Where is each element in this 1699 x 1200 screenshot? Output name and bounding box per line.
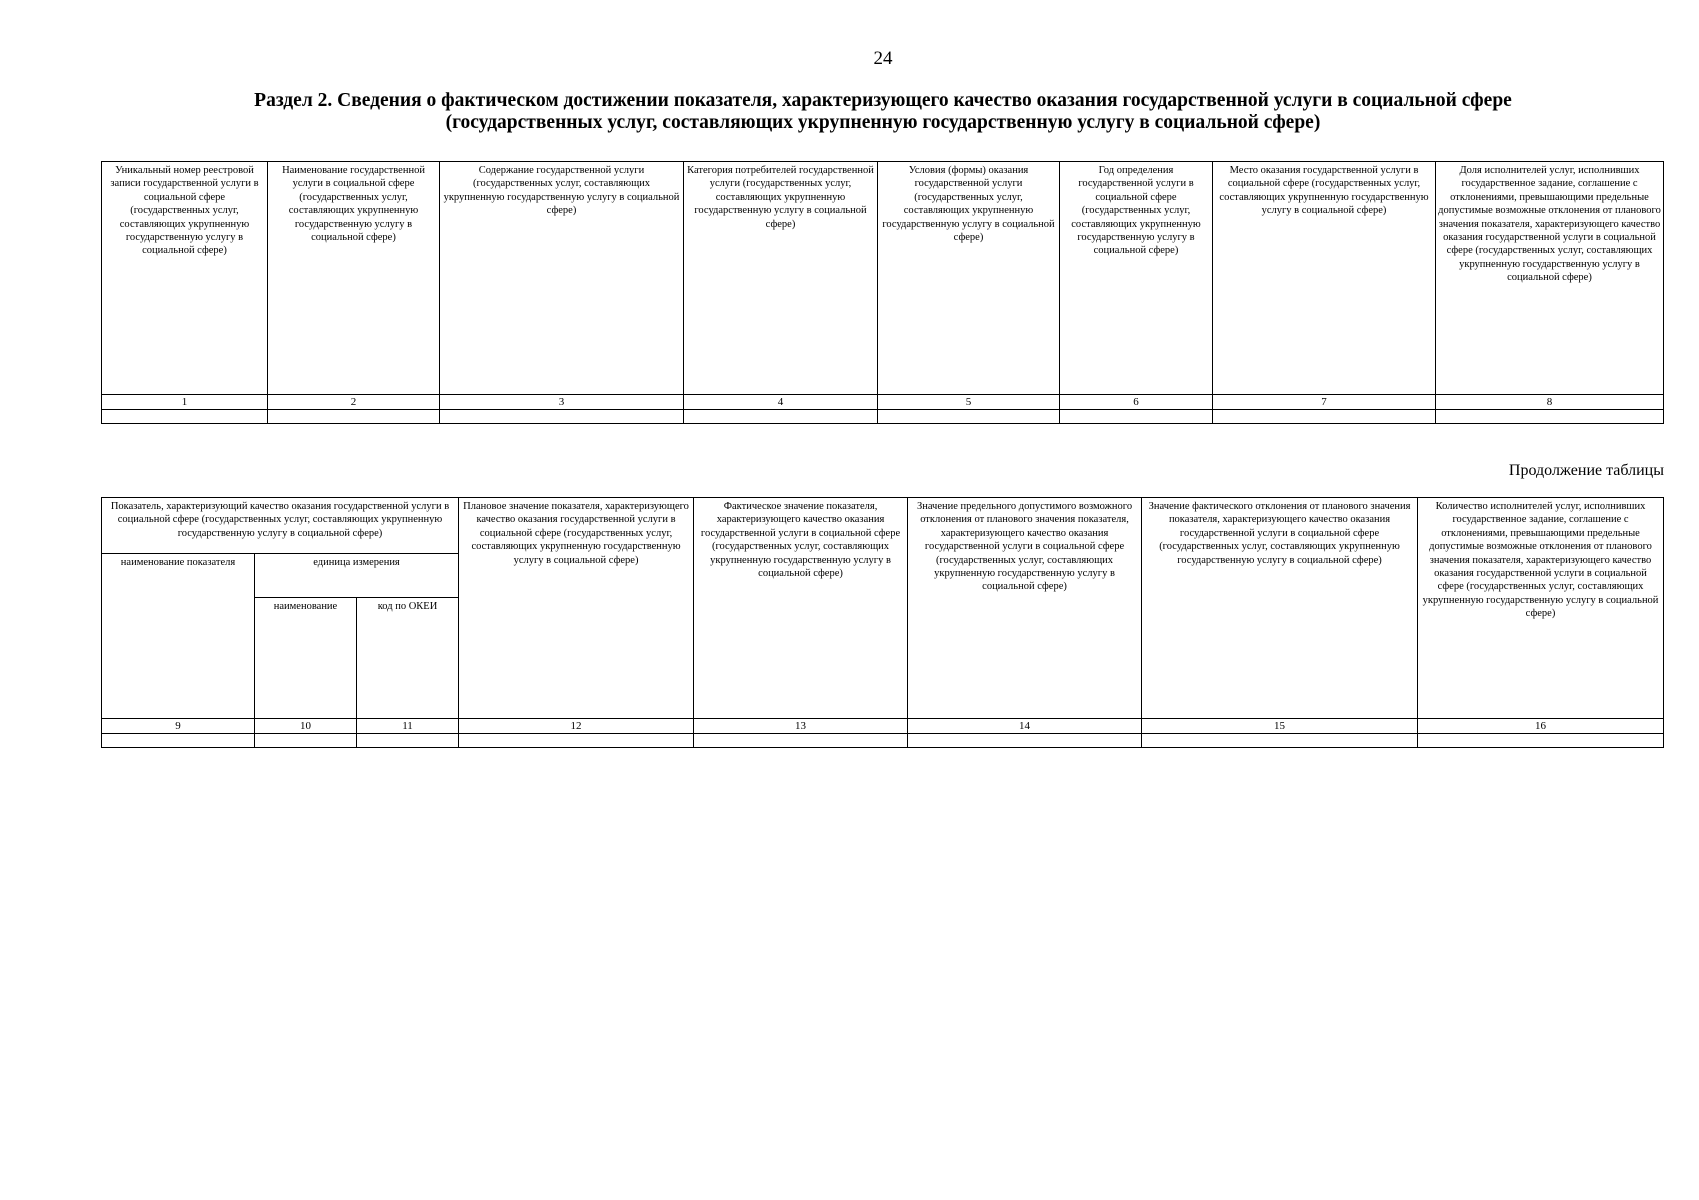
column-number: 2	[268, 395, 440, 410]
empty-cell	[255, 734, 357, 748]
continuation-label: Продолжение таблицы	[1508, 462, 1664, 479]
empty-cell	[1418, 734, 1664, 748]
empty-cell	[908, 734, 1142, 748]
achievement-table	[101, 161, 1664, 424]
header-executors-count: Количество исполнителей услуг, исполнивших государственное задание, соглашение с отклонениями, превышающими предельные допустимые возможные отклонения от планового значения показателя, характеризующего качество оказания государственной услуги в социальной сфере (государственных услуг, составляющих укрупненную государственную услугу в социальной сфере)	[1418, 498, 1664, 719]
header-registry-number: Уникальный номер реестровой записи государственной услуги в социальной сфере (государственных услуг, составляющих укрупненную государственную услугу в социальной сфере)	[102, 162, 268, 395]
empty-cell	[1060, 410, 1213, 424]
page-number: 24	[873, 48, 893, 69]
empty-cell	[102, 410, 268, 424]
column-number: 13	[694, 719, 908, 734]
empty-cell	[1142, 734, 1418, 748]
empty-cell	[440, 410, 684, 424]
empty-data-row	[102, 734, 1664, 748]
column-number: 7	[1213, 395, 1436, 410]
header-share-of-executors: Доля исполнителей услуг, исполнивших государственное задание, соглашение с отклонениями, превышающими предельные допустимые возможные отклонения от планового значения показателя, характеризующего качество оказания государственной услуги в социальной сфере (государственных услуг, составляющих укрупненную государственную услугу в социальной сфере)	[1436, 162, 1664, 395]
column-number: 9	[102, 719, 255, 734]
header-indicator-group: Показатель, характеризующий качество оказания государственной услуги в социальной сфере (государственных услуг, составляющих укрупненную государственную услугу в социальной сфере)	[102, 498, 459, 554]
empty-cell	[1436, 410, 1664, 424]
empty-data-row	[102, 410, 1664, 424]
header-unit-group: единица измерения	[255, 554, 459, 598]
section-title-line-2: (государственных услуг, составляющих укрупненную государственную услугу в социальной сфере)	[445, 112, 1321, 133]
header-service-place: Место оказания государственной услуги в социальной сфере (государственных услуг, составляющих укрупненную государственную услугу в социальной сфере)	[1213, 162, 1436, 395]
empty-cell	[694, 734, 908, 748]
column-number: 4	[684, 395, 878, 410]
header-unit-code: код по ОКЕИ	[357, 598, 459, 719]
column-number: 15	[1142, 719, 1418, 734]
empty-cell	[878, 410, 1060, 424]
header-unit-name: наименование	[255, 598, 357, 719]
empty-cell	[357, 734, 459, 748]
column-number: 11	[357, 719, 459, 734]
continuation-table	[101, 497, 1664, 748]
column-number: 3	[440, 395, 684, 410]
header-service-content: Содержание государственной услуги (государственных услуг, составляющих укрупненную государственную услугу в социальной сфере)	[440, 162, 684, 395]
empty-cell	[102, 734, 255, 748]
column-number-row	[102, 719, 1664, 734]
column-number: 5	[878, 395, 1060, 410]
header-indicator-name: наименование показателя	[102, 554, 255, 719]
header-consumer-category: Категория потребителей государственной услуги (государственных услуг, составляющих укрупненную государственную услугу в социальной сфере)	[684, 162, 878, 395]
header-actual-value: Фактическое значение показателя, характеризующего качество оказания государственной услуги в социальной сфере (государственных услуг, составляющих укрупненную государственную услугу в социальной сфере)	[694, 498, 908, 719]
header-service-conditions: Условия (формы) оказания государственной услуги (государственных услуг, составляющих укрупненную государственную услугу в социальной сфере)	[878, 162, 1060, 395]
empty-cell	[268, 410, 440, 424]
column-number: 14	[908, 719, 1142, 734]
section-title	[150, 90, 1616, 134]
empty-cell	[459, 734, 694, 748]
empty-cell	[1213, 410, 1436, 424]
column-number: 6	[1060, 395, 1213, 410]
column-number-row	[102, 395, 1664, 410]
column-number: 8	[1436, 395, 1664, 410]
header-allowed-deviation: Значение предельного допустимого возможного отклонения от планового значения показателя, характеризующего качество оказания государственной услуги в социальной сфере (государственных услуг, составляющих укрупненную государственную услугу в социальной сфере)	[908, 498, 1142, 719]
section-title-line-1: Раздел 2. Сведения о фактическом достижении показателя, характеризующего качество оказания государственной услуги в социальной сфере	[254, 90, 1512, 111]
header-service-year: Год определения государственной услуги в социальной сфере (государственных услуг, составляющих укрупненную государственную услугу в социальной сфере)	[1060, 162, 1213, 395]
header-actual-deviation: Значение фактического отклонения от планового значения показателя, характеризующего качество оказания государственной услуги в социальной сфере (государственных услуг, составляющих укрупненную государственную услугу в социальной сфере)	[1142, 498, 1418, 719]
column-number: 1	[102, 395, 268, 410]
header-planned-value: Плановое значение показателя, характеризующего качество оказания государственной услуги в социальной сфере (государственных услуг, составляющих укрупненную государственную услугу в социальной сфере)	[459, 498, 694, 719]
header-service-name: Наименование государственной услуги в социальной сфере (государственных услуг, составляющих укрупненную государственную услугу в социальной сфере)	[268, 162, 440, 395]
empty-cell	[684, 410, 878, 424]
column-number: 10	[255, 719, 357, 734]
column-number: 16	[1418, 719, 1664, 734]
column-number: 12	[459, 719, 694, 734]
